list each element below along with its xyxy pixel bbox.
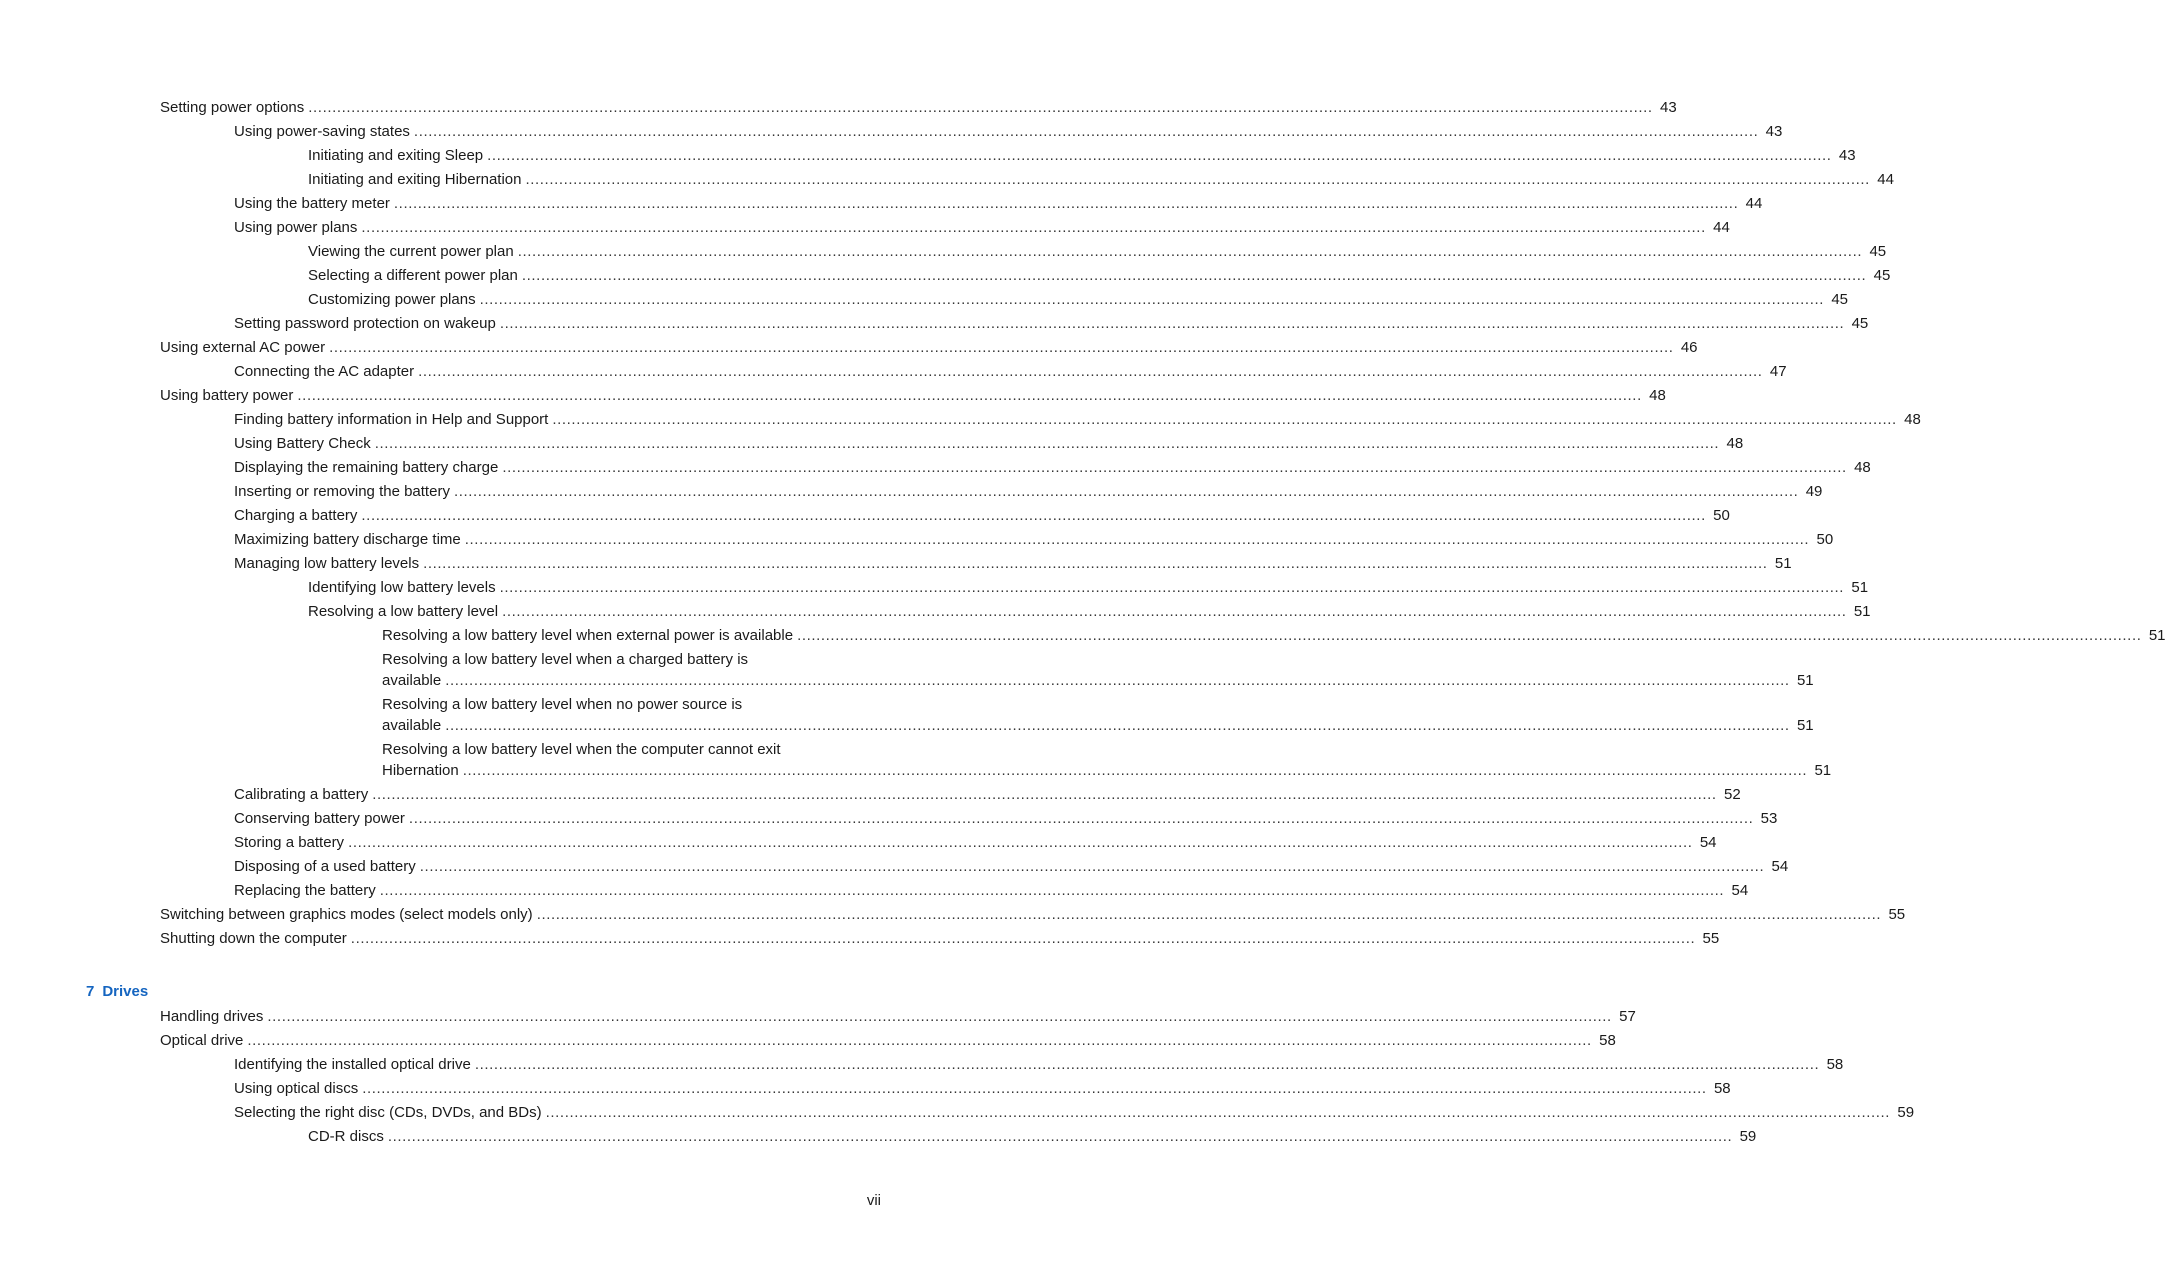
toc-entry-row <box>160 1005 1636 1029</box>
dot-leader: .......................................................................................................................................................................................................................................................................................... <box>423 555 1768 572</box>
dot-leader: .......................................................................................................................................................................................................................................................................................... <box>372 786 1717 803</box>
dot-leader: .......................................................................................................................................................................................................................................................................................... <box>387 1128 1733 1145</box>
toc-entry-page: 59 <box>1739 1128 1757 1145</box>
toc-entry-row <box>160 1029 1616 1053</box>
toc-entry[interactable] <box>0 384 1666 408</box>
dot-leader: .......................................................................................................................................................................................................................................................................................... <box>308 99 1653 116</box>
toc-entry-title: Using Battery Check <box>234 435 371 452</box>
toc-entry-page: 53 <box>1760 810 1778 827</box>
toc-entry-title-line1: Resolving a low battery level when the computer cannot exit <box>382 741 781 758</box>
toc-entry[interactable] <box>0 408 1921 432</box>
toc-entry[interactable] <box>0 1077 1731 1101</box>
toc-entry[interactable] <box>0 576 1869 600</box>
dot-leader: .......................................................................................................................................................................................................................................................................................... <box>521 267 1867 284</box>
toc-entry-row <box>234 312 1869 336</box>
dot-leader: .......................................................................................................................................................................................................................................................................................... <box>499 315 1845 332</box>
toc-entry[interactable] <box>0 96 1677 120</box>
toc-entry[interactable] <box>0 927 1720 951</box>
toc-entry-page: 51 <box>1796 672 1814 689</box>
toc-entry[interactable] <box>0 168 1894 192</box>
dot-leader: .......................................................................................................................................................................................................................................................................................... <box>487 147 1832 164</box>
toc-entry-page: 47 <box>1769 363 1787 380</box>
toc-entry-title: Finding battery information in Help and Support <box>234 411 549 428</box>
toc-entry[interactable] <box>0 783 1741 807</box>
toc-entry-row <box>234 1077 1731 1101</box>
toc-entry[interactable] <box>0 1125 1757 1149</box>
dot-leader: .......................................................................................................................................................................................................................................................................................... <box>413 123 1759 140</box>
page-number: vii <box>866 1192 881 1209</box>
toc-entry-page: 55 <box>1702 930 1720 947</box>
toc-entry[interactable] <box>0 240 1887 264</box>
toc-entry-title: Selecting the right disc (CDs, DVDs, and BDs) <box>234 1104 542 1121</box>
dot-leader: .......................................................................................................................................................................................................................................................................................... <box>329 339 1674 356</box>
toc-entry-title: Initiating and exiting Sleep <box>308 147 484 164</box>
toc-entry-title: Connecting the AC adapter <box>234 363 415 380</box>
dot-leader: .......................................................................................................................................................................................................................................................................................... <box>453 483 1799 500</box>
toc-entry-row <box>234 192 1763 216</box>
toc-entry[interactable] <box>0 1029 1616 1053</box>
toc-entry-row <box>234 783 1741 807</box>
toc-entry-title: Using optical discs <box>234 1080 359 1097</box>
dot-leader: .......................................................................................................................................................................................................................................................................................... <box>379 882 1725 899</box>
toc-entry-page: 52 <box>1724 786 1741 803</box>
toc-entry[interactable] <box>0 831 1717 855</box>
toc-entry-row <box>234 120 1783 144</box>
toc-entry-row <box>234 879 1749 903</box>
toc-entry-page: 51 <box>1853 603 1871 620</box>
dot-leader: .......................................................................................................................................................................................................................................................................................... <box>361 507 1706 524</box>
toc-entry-title: Resolving a low battery level <box>308 603 499 620</box>
toc-entry-page: 43 <box>1660 99 1677 116</box>
toc-entry[interactable] <box>0 192 1763 216</box>
toc-entry-page: 55 <box>1888 906 1906 923</box>
chapter-heading[interactable] <box>86 981 148 1003</box>
toc-entry[interactable] <box>0 504 1730 528</box>
toc-entry-page: 51 <box>1774 555 1792 572</box>
toc-entry-row <box>160 96 1677 120</box>
toc-entry-title: Using power plans <box>234 219 358 236</box>
dot-leader: .......................................................................................................................................................................................................................................................................................... <box>418 363 1763 380</box>
toc-entry-row <box>308 240 1887 264</box>
toc-entry-page: 48 <box>1649 387 1666 404</box>
toc-entry-title: Using power-saving states <box>234 123 410 140</box>
toc-entry-title: Customizing power plans <box>308 291 476 308</box>
toc-entry-row <box>234 1101 1915 1125</box>
toc-entry-title: CD-R discs <box>308 1128 384 1145</box>
toc-entry-page: 48 <box>1726 435 1744 452</box>
dot-leader: .......................................................................................................................................................................................................................................................................................... <box>348 834 1693 851</box>
toc-entry[interactable] <box>0 120 1783 144</box>
toc-entry-page: 44 <box>1745 195 1763 212</box>
dot-leader: .......................................................................................................................................................................................................................................................................................... <box>297 387 1642 404</box>
toc-entry-page: 57 <box>1619 1008 1636 1025</box>
toc-entry-title-line1: Resolving a low battery level when a charged battery is <box>382 651 749 668</box>
toc-entry-row <box>382 669 1814 693</box>
toc-entry-title: Using external AC power <box>160 339 326 356</box>
toc-entry[interactable] <box>0 738 1832 783</box>
dot-leader: .......................................................................................................................................................................................................................................................................................... <box>536 906 1882 923</box>
toc-entry-title: Using battery power <box>160 387 294 404</box>
toc-entry-title: Selecting a different power plan <box>308 267 518 284</box>
toc-entry-row <box>234 552 1792 576</box>
toc-entry-row <box>160 384 1666 408</box>
toc-entry-row <box>234 807 1778 831</box>
toc-entry-row <box>234 528 1834 552</box>
toc-entry[interactable] <box>0 360 1787 384</box>
dot-leader: .......................................................................................................................................................................................................................................................................................... <box>361 219 1706 236</box>
toc-entry-row <box>308 600 1871 624</box>
dot-leader: .......................................................................................................................................................................................................................................................................................... <box>362 1080 1707 1097</box>
toc-entry[interactable] <box>0 648 1814 693</box>
toc-entry[interactable] <box>0 879 1749 903</box>
dot-leader: .......................................................................................................................................................................................................................................................................................... <box>797 627 2142 644</box>
toc-entry-row <box>382 759 1832 783</box>
toc-entry-title: Disposing of a used battery <box>234 858 416 875</box>
toc-entry-title: available <box>382 717 442 734</box>
dot-leader: .......................................................................................................................................................................................................................................................................................... <box>408 810 1754 827</box>
toc-entry-page: 58 <box>1599 1032 1616 1049</box>
toc-entry[interactable] <box>0 480 1823 504</box>
dot-leader: .......................................................................................................................................................................................................................................................................................... <box>419 858 1765 875</box>
dot-leader: .......................................................................................................................................................................................................................................................................................... <box>552 411 1897 428</box>
toc-entry-page: 43 <box>1765 123 1783 140</box>
toc-entry-title: Viewing the current power plan <box>308 243 514 260</box>
toc-entry-title: Shutting down the computer <box>160 930 347 947</box>
toc-entry-page: 45 <box>1873 267 1891 284</box>
toc-entry-title: Conserving battery power <box>234 810 405 827</box>
toc-entry-title: Storing a battery <box>234 834 345 851</box>
dot-leader: .......................................................................................................................................................................................................................................................................................... <box>502 603 1847 620</box>
toc-entry-page: 58 <box>1713 1080 1731 1097</box>
toc-entry[interactable] <box>0 855 1789 879</box>
toc-entry-page: 44 <box>1713 219 1730 236</box>
toc-entry-title: Resolving a low battery level when external power is available <box>382 627 794 644</box>
dot-leader: .......................................................................................................................................................................................................................................................................................... <box>445 672 1790 689</box>
dot-leader: .......................................................................................................................................................................................................................................................................................... <box>502 459 1847 476</box>
toc-entry[interactable] <box>0 807 1778 831</box>
toc-entry-title: Identifying low battery levels <box>308 579 496 596</box>
toc-entry-row <box>234 831 1717 855</box>
toc-entry-title: Charging a battery <box>234 507 358 524</box>
toc-entry-title: Handling drives <box>160 1008 264 1025</box>
dot-leader: .......................................................................................................................................................................................................................................................................................... <box>499 579 1845 596</box>
toc-entry[interactable] <box>0 552 1792 576</box>
toc-entry[interactable] <box>0 432 1744 456</box>
toc-entry[interactable] <box>0 216 1730 240</box>
toc-entry-title: Setting password protection on wakeup <box>234 315 496 332</box>
dot-leader: .......................................................................................................................................................................................................................................................................................... <box>545 1104 1891 1121</box>
toc-entry[interactable] <box>0 600 1871 624</box>
toc-entry-title: Optical drive <box>160 1032 244 1049</box>
toc-entry-title: Displaying the remaining battery charge <box>234 459 499 476</box>
toc-entry-page: 45 <box>1831 291 1849 308</box>
toc-entry-page: 50 <box>1713 507 1730 524</box>
toc-entry-page: 48 <box>1904 411 1921 428</box>
toc-entry-title: Managing low battery levels <box>234 555 420 572</box>
toc-entry-title: Switching between graphics modes (select models only) <box>160 906 533 923</box>
toc-entry-page: 58 <box>1826 1056 1844 1073</box>
dot-leader: .......................................................................................................................................................................................................................................................................................... <box>247 1032 1592 1049</box>
toc-entry-row <box>234 480 1823 504</box>
toc-list-drives <box>0 1005 1915 1149</box>
toc-entry[interactable] <box>0 624 2166 648</box>
toc-entry[interactable] <box>0 1053 1844 1077</box>
toc-entry[interactable] <box>0 1101 1915 1125</box>
toc-entry-page: 51 <box>1796 717 1814 734</box>
toc-entry-title: available <box>382 672 442 689</box>
toc-entry[interactable] <box>0 693 1814 738</box>
toc-entry-title: Replacing the battery <box>234 882 376 899</box>
toc-entry-page: 54 <box>1731 882 1749 899</box>
dot-leader: .......................................................................................................................................................................................................................................................................................... <box>374 435 1720 452</box>
toc-entry-row <box>234 456 1871 480</box>
toc-entry-row <box>308 288 1849 312</box>
toc-entry-title: Identifying the installed optical drive <box>234 1056 471 1073</box>
dot-leader: .......................................................................................................................................................................................................................................................................................... <box>267 1008 1612 1025</box>
toc-entry-page: 54 <box>1699 834 1717 851</box>
toc-entry[interactable] <box>0 336 1698 360</box>
dot-leader: .......................................................................................................................................................................................................................................................................................... <box>525 171 1870 188</box>
toc-entry-row <box>308 576 1869 600</box>
toc-entry-page: 54 <box>1771 858 1789 875</box>
dot-leader: .......................................................................................................................................................................................................................................................................................... <box>462 762 1808 779</box>
toc-entry-page: 44 <box>1877 171 1894 188</box>
toc-entry-row <box>234 216 1730 240</box>
toc-entry-page: 51 <box>1851 579 1869 596</box>
toc-entry-row <box>234 504 1730 528</box>
dot-leader: .......................................................................................................................................................................................................................................................................................... <box>350 930 1696 947</box>
toc-entry-page: 45 <box>1851 315 1869 332</box>
toc-entry-title: Hibernation <box>382 762 459 779</box>
toc-entry-row <box>234 432 1744 456</box>
toc-entry[interactable] <box>0 312 1869 336</box>
toc-entry-page: 45 <box>1869 243 1887 260</box>
toc-entry[interactable] <box>0 903 1906 927</box>
toc-entry[interactable] <box>0 144 1856 168</box>
toc-entry-row <box>308 1125 1757 1149</box>
toc-entry-title: Calibrating a battery <box>234 786 369 803</box>
toc-entry-page: 49 <box>1805 483 1823 500</box>
toc-entry-page: 46 <box>1680 339 1698 356</box>
toc-entry-row <box>308 144 1856 168</box>
toc-entry[interactable] <box>0 456 1871 480</box>
toc-entry-page: 48 <box>1854 459 1871 476</box>
toc-entry-title: Inserting or removing the battery <box>234 483 450 500</box>
toc-entry[interactable] <box>0 528 1834 552</box>
dot-leader: .......................................................................................................................................................................................................................................................................................... <box>479 291 1825 308</box>
chapter-number: 7 <box>86 983 95 1000</box>
toc-entry-title: Using the battery meter <box>234 195 390 212</box>
toc-entry-page: 59 <box>1897 1104 1915 1121</box>
toc-entry-row <box>234 408 1921 432</box>
toc-entry-row <box>234 360 1787 384</box>
dot-leader: .......................................................................................................................................................................................................................................................................................... <box>393 195 1739 212</box>
toc-list-power <box>0 96 2166 951</box>
toc-entry-row <box>308 168 1894 192</box>
toc-entry-row <box>234 855 1789 879</box>
toc-entry[interactable] <box>0 1005 1636 1029</box>
toc-entry-row <box>382 624 2166 648</box>
toc-entry-title: Setting power options <box>160 99 305 116</box>
toc-entry[interactable] <box>0 264 1891 288</box>
dot-leader: .......................................................................................................................................................................................................................................................................................... <box>445 717 1790 734</box>
dot-leader: .......................................................................................................................................................................................................................................................................................... <box>474 1056 1820 1073</box>
toc-entry-title: Maximizing battery discharge time <box>234 531 461 548</box>
toc-entry-row <box>308 264 1891 288</box>
toc-entry-page: 50 <box>1816 531 1834 548</box>
toc-entry-row <box>160 903 1906 927</box>
dot-leader: .......................................................................................................................................................................................................................................................................................... <box>464 531 1810 548</box>
toc-entry-row <box>382 714 1814 738</box>
toc-entry-title: Initiating and exiting Hibernation <box>308 171 522 188</box>
toc-entry-title-line1: Resolving a low battery level when no power source is <box>382 696 743 713</box>
toc-entry-row <box>234 1053 1844 1077</box>
toc-entry-page: 43 <box>1838 147 1856 164</box>
toc-entry-page: 51 <box>1814 762 1832 779</box>
chapter-title: Drives <box>102 983 149 1000</box>
toc-entry-row <box>160 336 1698 360</box>
toc-entry-page: 51 <box>2148 627 2166 644</box>
toc-entry-row <box>160 927 1720 951</box>
dot-leader: .......................................................................................................................................................................................................................................................................................... <box>517 243 1863 260</box>
toc-entry[interactable] <box>0 288 1849 312</box>
